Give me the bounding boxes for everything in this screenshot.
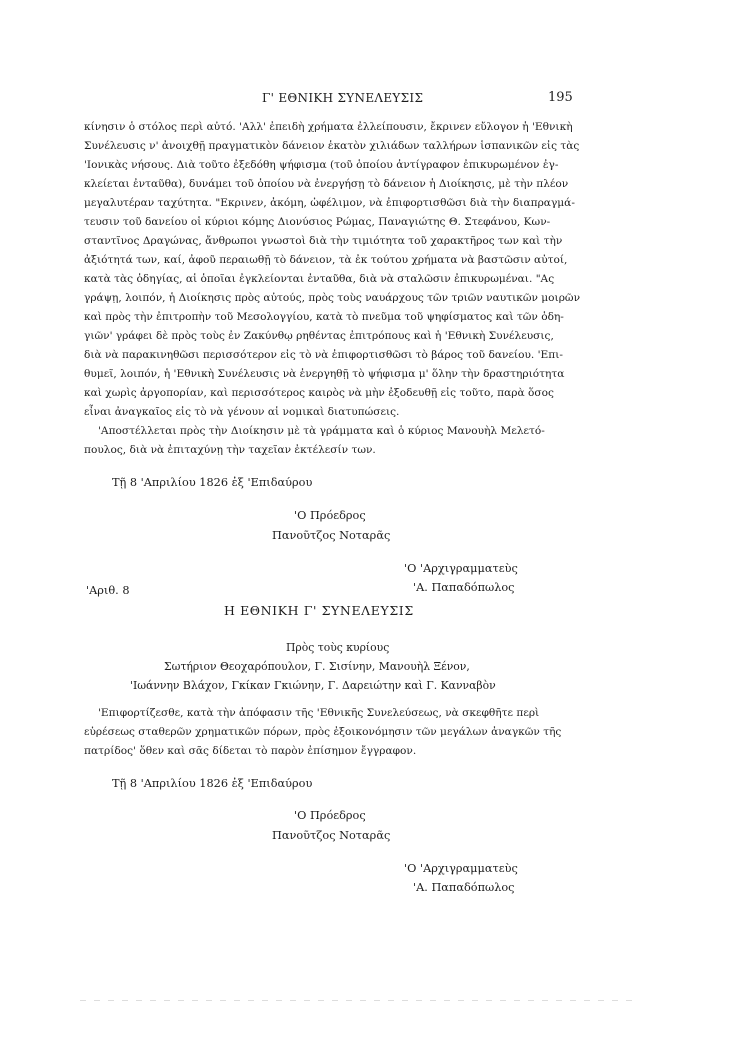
- president-title: 'Ο Πρόεδρος: [294, 809, 366, 822]
- secretary-title: 'Ο 'Αρχιγραμματεὺς: [404, 862, 518, 875]
- body-line: γράψῃ, λοιπόν, ἡ Διοίκησις πρὸς αὐτούς, πρὸς τοὺς ναυάρχους τῶν τριῶν ναυτικῶν μοιρῶν: [84, 292, 581, 304]
- body-line: γιῶν' γράφει δὲ πρὸς τοὺς ἐν Ζακύνθῳ ρηθέντας ἐπιτρόπους καὶ ἡ 'Εθνικὴ Συνέλευσις,: [84, 330, 554, 342]
- body-line: εὑρέσεως σταθερῶν χρηματικῶν πόρων, πρὸς ἐξοικονόμησιν τῶν μεγάλων ἀναγκῶν τῆς: [84, 726, 562, 738]
- body-line: κατὰ τὰς ὁδηγίας, αἱ ὁποῖαι ἐγκλείονται ἐνταῦθα, διὰ νὰ σταλῶσιν ἐπικυρωμέναι. "Ας: [84, 273, 555, 285]
- date-place: Τῇ 8 'Απριλίου 1826 ἐξ 'Επιδαύρου: [112, 777, 313, 790]
- document-number: 'Αριθ. 8: [86, 584, 130, 597]
- scan-artifact-rule: [80, 1000, 640, 1001]
- body-line: σταντῖνος Δραγώνας, ἄνθρωποι γνωστοὶ διὰ τὴν τιμιότητα τοῦ χαρακτῆρος των καὶ τὴν: [84, 235, 563, 247]
- president-name: Πανοῦτζος Νοταρᾶς: [272, 529, 391, 542]
- secretary-name: 'Α. Παπαδόπωλος: [413, 881, 515, 894]
- body-line: ἀξιότητά των, καί, ἀφοῦ περαιωθῇ τὸ δάνειον, τὰ ἐκ τούτου χρήματα νὰ βαστῶσιν αὐτοί,: [84, 254, 568, 266]
- body-line: τευσιν τοῦ δανείου οἱ κύριοι κόμης Διονύσιος Ρώμας, Παναγιώτης Θ. Στεφάνου, Κων-: [84, 216, 551, 228]
- body-line: θυμεῖ, λοιπόν, ἡ 'Εθνικὴ Συνέλευσις νὰ ἐνεργηθῇ τὸ ψήφισμα μ' ὅλην τὴν δραστηριότητα: [84, 368, 565, 380]
- body-line: καὶ χωρὶς ἀργοπορίαν, καὶ περισσότερος καιρὸς νὰ μὴν ἐξοδευθῇ εἰς τοῦτο, παρὰ ὅσος: [84, 387, 554, 399]
- body-line: κλείεται ἐνταῦθα), δυνάμει τοῦ ὁποίου νὰ ἐνεργήσῃ τὸ δάνειον ἡ Διοίκησις, μὲ τὴν πλέον: [84, 178, 569, 190]
- document-title: Η ΕΘΝΙΚΗ Γ' ΣΥΝΕΛΕΥΣΙΣ: [224, 603, 414, 618]
- secretary-title: 'Ο 'Αρχιγραμματεὺς: [404, 562, 518, 575]
- body-line: κίνησιν ὁ στόλος περὶ αὐτό. 'Αλλ' ἐπειδὴ χρήματα ἐλλείπουσιν, ἔκρινεν εὔλογον ἡ 'Εθνικὴ: [84, 121, 573, 133]
- body-line: πατρίδος' ὅθεν καὶ σᾶς δίδεται τὸ παρὸν ἐπίσημον ἔγγραφον.: [84, 745, 417, 757]
- body-line: καὶ πρὸς τὴν ἐπιτροπὴν τοῦ Μεσολογγίου, κατὰ τὸ πνεῦμα τοῦ ψηφίσματος καὶ τῶν ὁδη-: [84, 311, 564, 323]
- secretary-name: 'Α. Παπαδόπωλος: [413, 581, 515, 594]
- closing-line: πουλος, διὰ νὰ ἐπιταχύνῃ τὴν ταχεῖαν ἐκτέλεσίν των.: [84, 444, 376, 456]
- addressee-line: 'Ιωάννην Βλάχον, Γκίκαν Γκιώνην, Γ. Δαρειώτην καὶ Γ. Κανναβὸν: [130, 679, 496, 692]
- closing-line: 'Αποστέλλεται πρὸς τὴν Διοίκησιν μὲ τὰ γράμματα καὶ ὁ κύριος Μανουὴλ Μελετό-: [98, 425, 545, 437]
- page-number: 195: [548, 90, 573, 105]
- body-line: 'Επιφορτίζεσθε, κατὰ τὴν ἀπόφασιν τῆς 'Εθνικῆς Συνελεύσεως, νὰ σκεφθῆτε περὶ: [98, 707, 540, 719]
- date-place: Τῇ 8 'Απριλίου 1826 ἐξ 'Επιδαύρου: [112, 476, 313, 489]
- body-line: 'Ιονικὰς νήσους. Διὰ τοῦτο ἐξεδόθη ψήφισμα (τοῦ ὁποίου ἀντίγραφον ἐπικυρωμένον ἐγ-: [84, 159, 559, 171]
- addressee-line: Σωτήριον Θεοχαρόπουλον, Γ. Σισίνην, Μανουὴλ Ξένον,: [164, 660, 470, 673]
- body-line: διὰ νὰ παρακινηθῶσι περισσότερον εἰς τὸ νὰ ἐπιφορτισθῶσι τὸ βάρος τοῦ δανείου. 'Επι-: [84, 349, 563, 361]
- president-name: Πανοῦτζος Νοταρᾶς: [272, 829, 391, 842]
- body-line: εἶναι ἀναγκαῖος εἰς τὸ νὰ γένουν αἱ νομικαὶ διατυπώσεις.: [84, 406, 400, 418]
- running-header-title: Γ' ΕΘΝΙΚΗ ΣΥΝΕΛΕΥΣΙΣ: [262, 91, 424, 105]
- body-line: μεγαλυτέραν ταχύτητα. "Εκρινεν, ἀκόμη, ὠφέλιμον, νὰ ἐπιφορτισθῶσι διὰ τὴν διαπραγμά-: [84, 197, 575, 209]
- addressee-intro: Πρὸς τοὺς κυρίους: [286, 641, 390, 654]
- body-line: Συνέλευσις ν' ἀνοιχθῇ πραγματικὸν δάνειον ἑκατὸν χιλιάδων ταλλήρων ἱσπανικῶν εἰς τὰς: [84, 140, 580, 152]
- president-title: 'Ο Πρόεδρος: [294, 509, 366, 522]
